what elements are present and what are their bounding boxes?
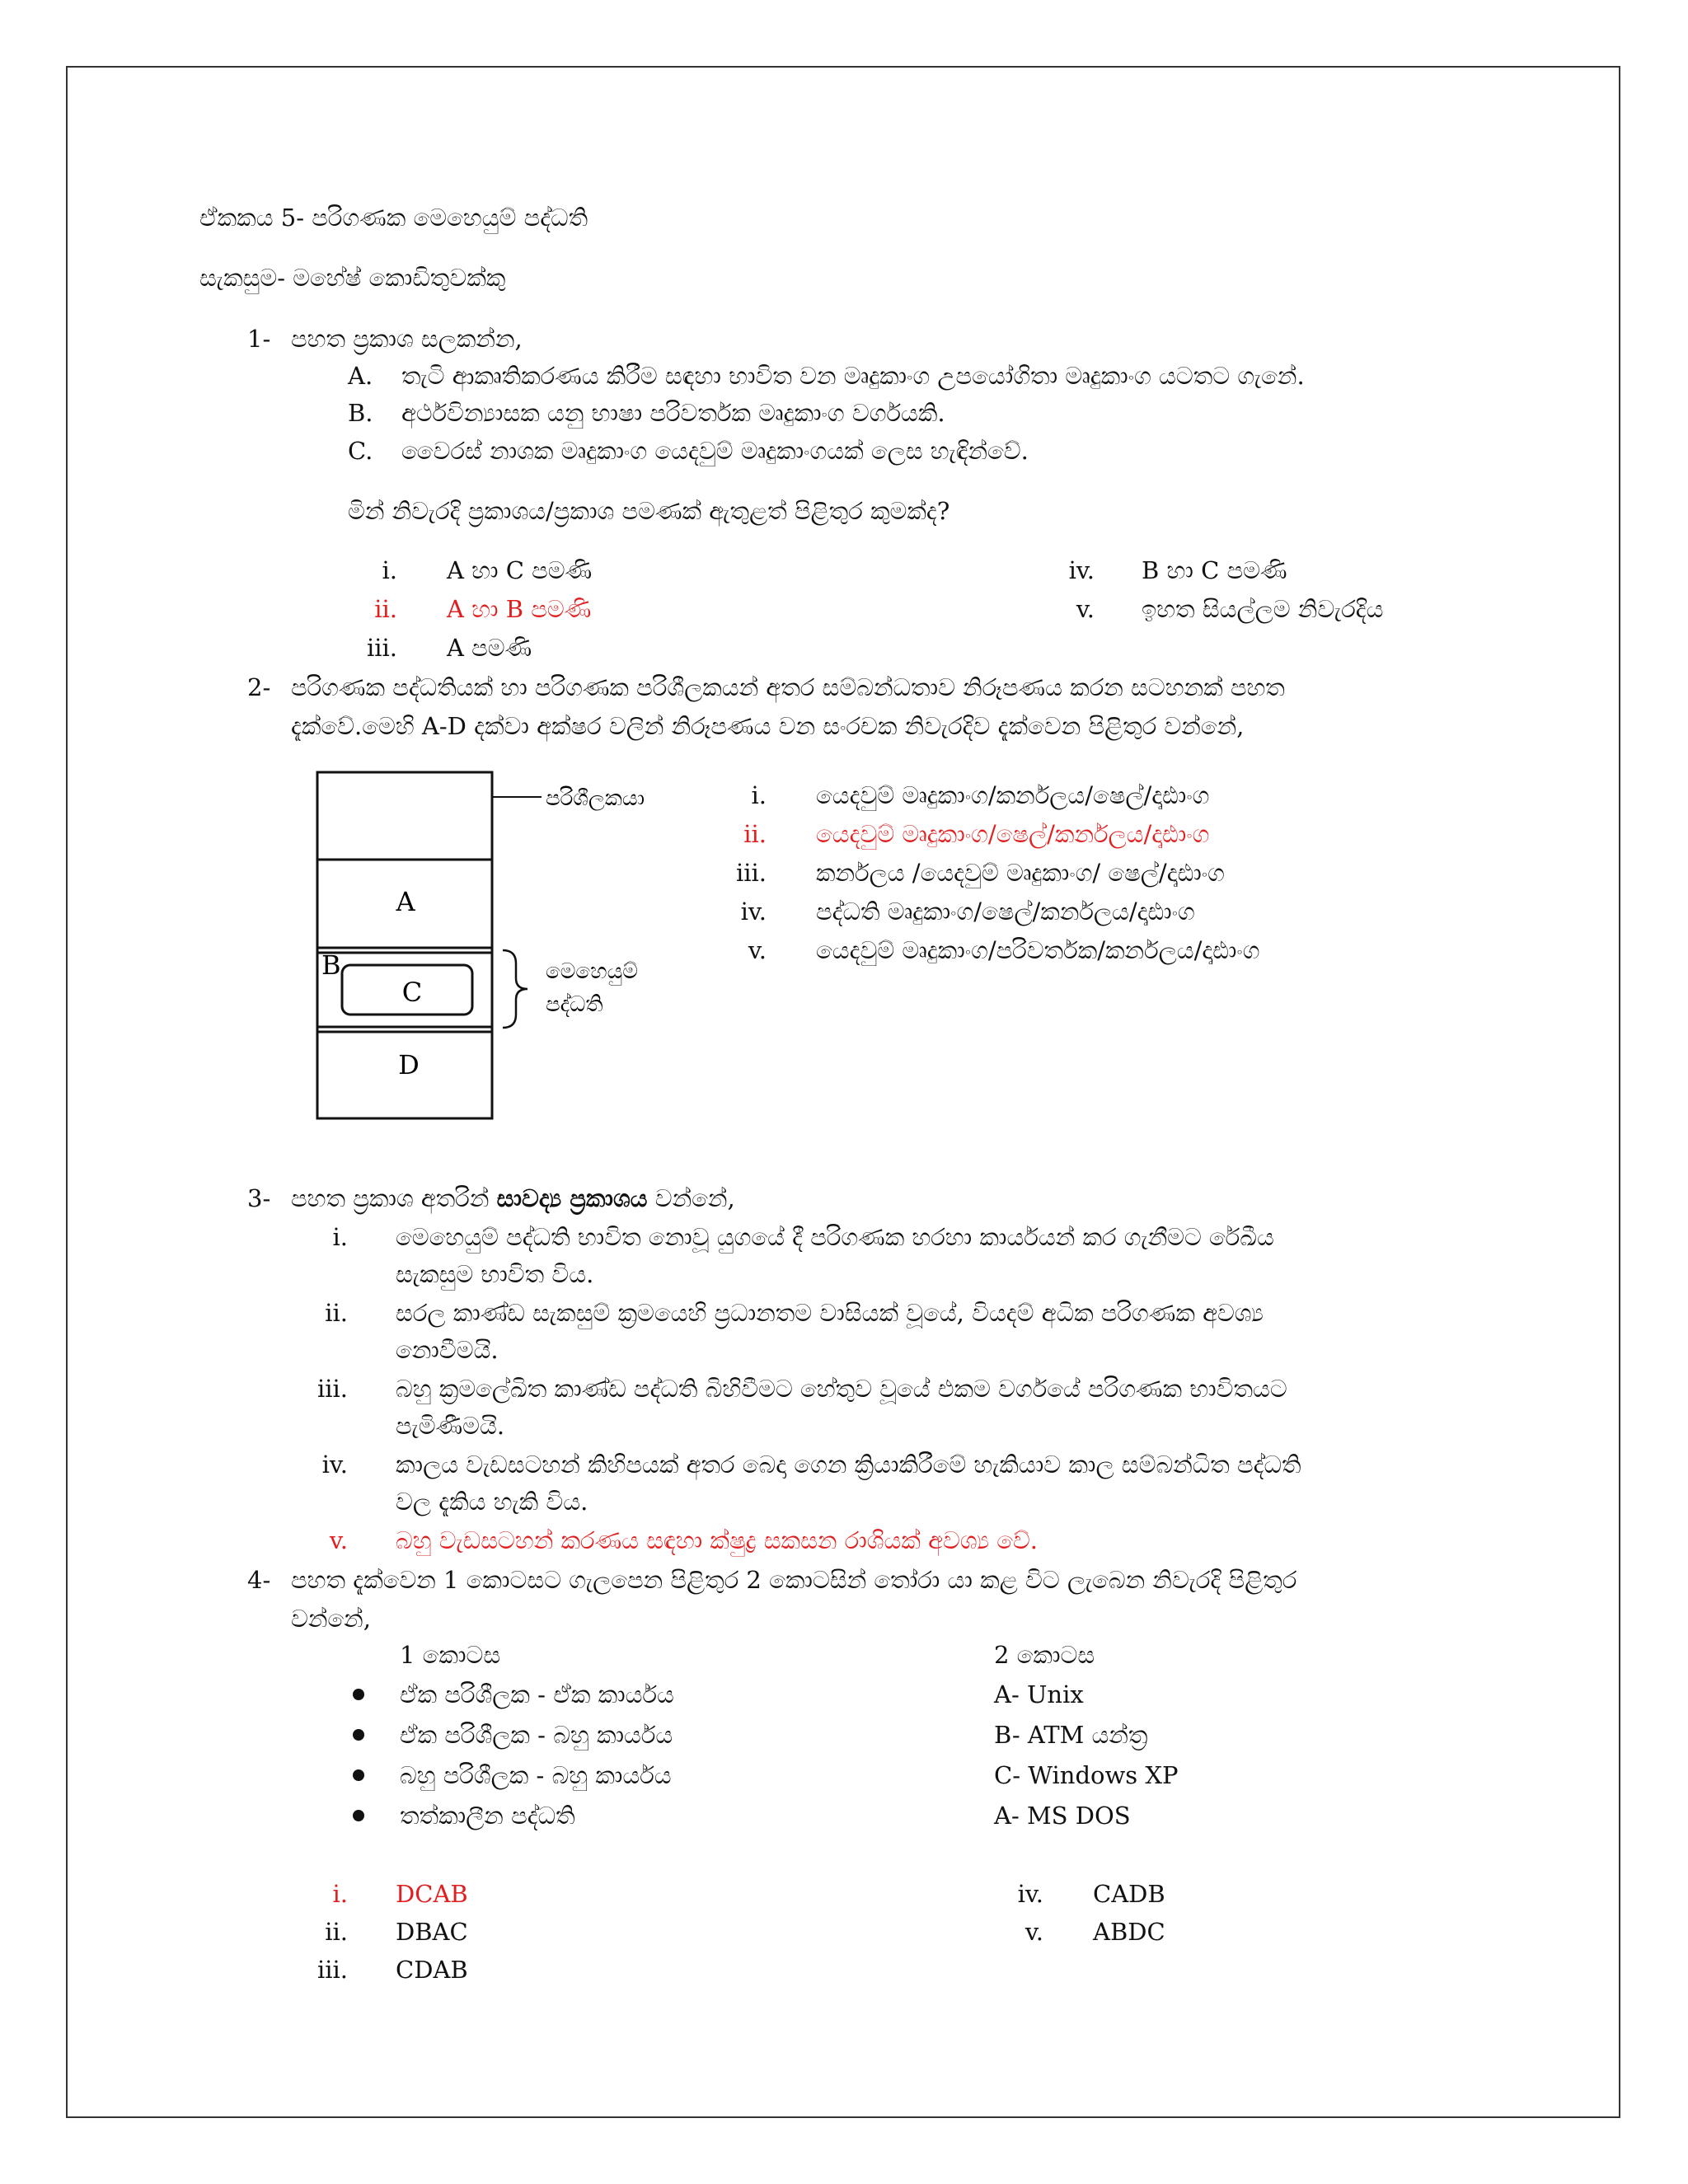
- q1-statement-label: A.: [348, 362, 373, 390]
- q4-column2-item: A- MS DOS: [994, 1802, 1131, 1830]
- q3-option-line: බහු ක්‍රමලේඛිත කාණ්ඩ පද්ධති බිහිවීමට හේතුව වූයේ එකම වර්ගයේ පරිගණක භාවිතයට: [396, 1375, 1287, 1403]
- q2-option-number: v.: [748, 936, 767, 964]
- q1-question: මින් නිවැරදි ප්‍රකාශය/ප්‍රකාශ පමණක් ඇතුළත් පිළිතුර කුමක්ද?: [348, 497, 950, 525]
- q4-column1-item: තත්කාලීන පද්ධති: [400, 1802, 575, 1830]
- q4-column1-item: ඒක පරිශීලක - බහු කාර්යය: [400, 1721, 673, 1749]
- bullet-icon: [353, 1689, 364, 1700]
- q3-option-number: iv.: [321, 1451, 348, 1479]
- q1-option-number: iv.: [1068, 556, 1095, 584]
- q2-stem-line: දැක්වේ.මෙහි A-D දක්වා අක්ෂර වලින් නිරූපණය වන සංරචක නිවැරදිව දැක්වෙන පිළිතුර වන්නේ,: [291, 712, 1245, 740]
- q3-stem-suffix: වන්නේ,: [647, 1184, 735, 1212]
- q2-option: යෙදවුම් මෘදුකාංග/කර්නලය/ෂෙල්/දෘඪාංග: [816, 781, 1210, 809]
- q3-option-line: පැමිණීමයි.: [396, 1412, 505, 1440]
- q3-stem-prefix: පහත ප්‍රකාශ අතරින්: [291, 1184, 497, 1212]
- q4-number: 4-: [247, 1566, 271, 1594]
- q2-option-number: i.: [751, 781, 767, 809]
- q1-number: 1-: [247, 325, 271, 353]
- q4-column2-item: A- Unix: [994, 1680, 1084, 1708]
- user-label: පරිශීලකයා: [546, 786, 645, 811]
- q4-stem-line: පහත දැක්වෙන 1 කොටසට ගැලපෙන පිළිතුර 2 කොටසින් තෝරා යා කළ විට ලැබෙන නිවැරදි පිළිතුර: [291, 1566, 1297, 1594]
- bullet-icon: [353, 1769, 364, 1781]
- q3-option-number: iii.: [316, 1375, 348, 1403]
- q3-option-number-answer: v.: [329, 1526, 348, 1554]
- q4-column1-item: ඒක පරිශීලක - ඒක කාර්යය: [400, 1680, 674, 1708]
- q3-option-line: සරල කාණ්ඩ සැකසුම් ක්‍රමයෙහි ප්‍රධානතම වාසියක් වූයේ, වියදම් අධික පරිගණක අවශ්‍ය: [396, 1299, 1264, 1327]
- bullet-icon: [353, 1810, 364, 1821]
- q1-option: A හා C පමණි: [447, 556, 593, 584]
- q4-column1-header: 1 කොටස: [400, 1641, 501, 1669]
- q1-option: B හා C පමණි: [1142, 556, 1287, 584]
- q3-option-number: ii.: [325, 1299, 348, 1327]
- q1-option: ඉහත සියල්ලම නිවැරදිය: [1142, 595, 1384, 623]
- q1-statement: තැටි ආකෘතිකරණය කිරීම සඳහා භාවිත වන මෘදුකාංග උපයෝගිතා මෘදුකාංග යටතට ගැනේ.: [401, 362, 1305, 390]
- layer-c-label: C: [401, 977, 423, 1008]
- q1-option: A පමණි: [447, 634, 532, 662]
- q4-option-answer: DCAB: [396, 1880, 468, 1908]
- author-line: සැකසුම- මහේෂ් කොඩිතුවක්කු: [199, 264, 506, 292]
- q2-option: කර්නලය /යෙදවුම් මෘදුකාංග/ ෂෙල්/දෘඪාංග: [816, 859, 1225, 887]
- q2-option-number: iii.: [735, 859, 767, 887]
- q3-option-answer: බහු වැඩසටහන් කරණය සඳහා ක්ෂුද්‍ර සකසන රාශියක් අවශ්‍ය වේ.: [396, 1526, 1039, 1554]
- q4-column2-header: 2 කොටස: [994, 1641, 1095, 1669]
- os-layers-diagram: [305, 762, 734, 1125]
- q3-number: 3-: [247, 1184, 271, 1212]
- os-label-line: පද්ධති: [546, 992, 603, 1017]
- q1-statement: වෛරස් නාශක මෘදුකාංග යෙදවුම් මෘදුකාංගයක් ලෙස හැඳින්වේ.: [401, 437, 1029, 465]
- layer-d-label: D: [398, 1049, 420, 1080]
- q4-column1-item: බහු පරිශීලක - බහු කාර්යය: [400, 1761, 672, 1789]
- q1-statement-label: B.: [348, 399, 373, 427]
- q1-option-answer: A හා B පමණි: [447, 595, 592, 623]
- os-label-line: මෙහෙයුම්: [546, 959, 638, 984]
- q4-option-number: iii.: [316, 1956, 348, 1984]
- q1-statement: අර්ථවින්‍යාසක යනු භාෂා පරිවර්තක මෘදුකාංග වර්ගයකි.: [401, 399, 945, 427]
- q4-option-number: ii.: [325, 1918, 348, 1946]
- q3-stem: [291, 1183, 735, 1214]
- q4-option: CADB: [1093, 1880, 1165, 1908]
- q4-option: ABDC: [1093, 1918, 1165, 1946]
- q4-option-number-answer: i.: [332, 1880, 348, 1908]
- q3-option-line: වල දැකිය හැකි විය.: [396, 1488, 588, 1516]
- q3-option-line: මෙහෙයුම් පද්ධති භාවිත නොවූ යුගයේ දී පරිගණක හරහා කාර්යයන් කර ගැනීමට රේඛීය: [396, 1223, 1274, 1251]
- q3-option-line: කාලය වැඩසටහන් කිහිපයක් අතර බෙදා ගෙන ක්‍රියාකිරීමේ හැකියාව කාල සම්බන්ධිත පද්ධති: [396, 1451, 1301, 1479]
- q2-option: යෙදවුම් මෘදුකාංග/පරිවර්තක/කර්නලය/දෘඪාංග: [816, 936, 1260, 964]
- q2-option-answer: යෙදවුම් මෘදුකාංග/ෂෙල්/කර්නලය/දෘඪාංග: [816, 820, 1210, 848]
- q3-stem-emphasis: සාවද්‍ය ප්‍රකාශය: [496, 1184, 648, 1212]
- q4-stem-line: වන්නේ,: [291, 1605, 371, 1633]
- q3-option-line: නොවීමයි.: [396, 1336, 499, 1364]
- q1-option-number-answer: ii.: [374, 595, 397, 623]
- os-brace: [503, 950, 528, 1028]
- q1-option-number: i.: [382, 556, 397, 584]
- q4-option-number: iv.: [1017, 1880, 1043, 1908]
- q1-statement-label: C.: [348, 437, 373, 465]
- q4-column2-item: B- ATM යන්ත්‍ර: [994, 1721, 1148, 1749]
- q3-option-number: i.: [332, 1223, 348, 1251]
- q4-option: DBAC: [396, 1918, 468, 1946]
- q1-stem: පහත ප්‍රකාශ සලකන්න,: [291, 325, 523, 353]
- q4-option-number: v.: [1025, 1918, 1043, 1946]
- q2-option: පද්ධති මෘදුකාංග/ෂෙල්/කර්නලය/දෘඪාංග: [816, 898, 1195, 926]
- bullet-icon: [353, 1729, 364, 1741]
- q1-option-number: iii.: [366, 634, 397, 662]
- q1-option-number: v.: [1076, 595, 1095, 623]
- q2-option-number-answer: ii.: [743, 820, 767, 848]
- layer-b-label: B: [321, 949, 341, 981]
- q4-column2-item: C- Windows XP: [994, 1761, 1179, 1789]
- q2-option-number: iv.: [740, 898, 767, 926]
- q2-number: 2-: [247, 673, 271, 701]
- layer-a-label: A: [396, 886, 415, 917]
- unit-title: ඒකකය 5- පරිගණක මෙහෙයුම් පද්ධති: [199, 204, 588, 232]
- q3-option-line: සැකසුම භාවිත විය.: [396, 1260, 594, 1288]
- q4-option: CDAB: [396, 1956, 468, 1984]
- q2-stem-line: පරිගණක පද්ධතියක් හා පරිගණක පරිශීලකයන් අතර සම්බන්ධතාව නිරූපණය කරන සටහනක් පහත: [291, 673, 1285, 701]
